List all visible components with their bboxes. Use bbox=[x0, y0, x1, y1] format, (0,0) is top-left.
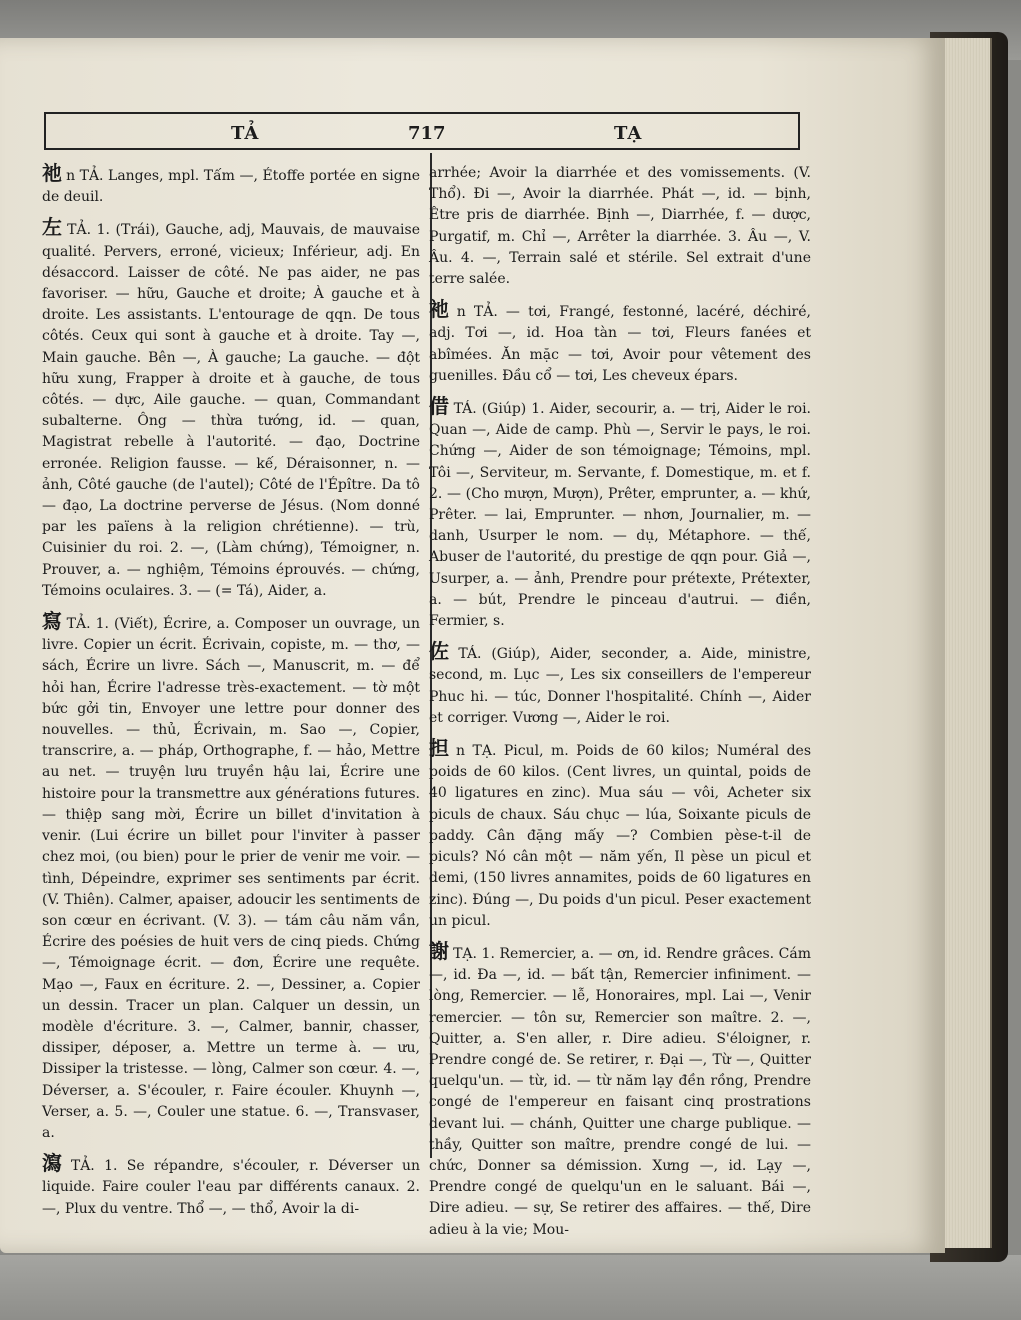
left-column bbox=[42, 163, 420, 1229]
entry bbox=[42, 611, 420, 1144]
entry-han-character: 左 bbox=[42, 215, 64, 240]
entry bbox=[429, 299, 811, 387]
entry bbox=[429, 938, 811, 1241]
entry-text: n TẠ. Picul, m. Poids de 60 kilos; Numéral des poids de 60 kilos. (Cent livres, un quintal, poids de 40 ligatures en zinc). Mua sáu — vôi, Acheter six piculs de chaux. Sáu chục — lúa, Soixante piculs de paddy. Cân đặng mấy —? Combien pèse-t-il de piculs? Nó cân một — năm yến, Il pèse un picul et demi, (150 livres annamites, poids de 60 ligatures en zinc). Đúng —, Du poids d'un picul. Peser exactement un picul. bbox=[429, 743, 811, 929]
entry bbox=[42, 163, 420, 208]
entry-text: TẢ. 1. (Trái), Gauche, adj, Mauvais, de mauvaise qualité. Pervers, erroné, vicieux; Inférieur, adj. En désaccord. Laisser de côté. Ne pas aider, ne pas favoriser. — hữu, Gauche et droite; À gauche et à droite. Les assistants. L'entourage de qqn. De tous côtés. Ceux qui sont à gauche et à droite. Tay —, Main gauche. Bên —, À gauche; La gauche. — đột hữu xung, Frapper à droite et à gauche, de tous côtés. — dực, Aile gauche. — quan, Commandant subalterne. Ông — thừa tướng, id. — quan, Magistrat rebelle à l'autorité. — đạo, Doctrine erronée. Religion fausse. — kế, Déraisonner, n. — ảnh, Côté gauche (de l'autel); Côté de l'Épître. Da tô — đạo, La doctrine perverse de Jésus. (Nom donné par les païens à la religion chrétienne). — trù, Cuisinier du roi. 2. —, (Làm chứng), Témoigner, n. Prouver, a. — nghiệm, Témoins éprouvés. — chứng, Témoins oculaires. 3. — (= Tá), Aider, a. bbox=[42, 222, 421, 599]
entry-han-character: 担 bbox=[429, 736, 453, 761]
entry bbox=[42, 217, 420, 602]
entry bbox=[42, 1153, 420, 1220]
entry bbox=[429, 396, 811, 632]
header-left-word: TẢ bbox=[231, 123, 259, 144]
page-number: 717 bbox=[408, 123, 446, 144]
entry-han-character: 祂 bbox=[42, 161, 63, 185]
page-header bbox=[44, 112, 800, 150]
entry-han-character: 佐 bbox=[429, 639, 455, 664]
entry-continuation bbox=[429, 163, 811, 290]
background-bottom bbox=[0, 1255, 1021, 1320]
entry-text: TẢ. 1. Se répandre, s'écouler, r. Déverser un liquide. Faire couler l'eau par différents canaux. 2. —, Plux du ventre. Thổ —, — thổ, Avoir la di- bbox=[42, 1158, 420, 1217]
entry-text: TẢ. 1. (Viết), Écrire, a. Composer un ouvrage, un livre. Copier un écrit. Écrivain, copiste, m. — thơ, — sách, Écrire un livre. Sách —, Manuscrit, m. — để hỏi han, Écrire l'adresse très-exactement. — tờ một bức gởi tin, Envoyer une lettre pour donner des nouvelles. — thủ, Écrivain, m. Sao —, Copier, transcrire, a. — pháp, Orthographe, f. — hảo, Mettre au net. — truyện lưu truyền hậu lai, Écrire une histoire pour la transmettre aux générations futures. — thiệp sang mời, Écrire un billet d'invitation à venir. (Lui écrire un billet pour l'inviter à passer chez moi, (ou bien) pour le prier de venir me voir. — tình, Dépeindre, exprimer ses sentiments par écrit. (V. Thiên). Calmer, apaiser, adoucir les sentiments de son cœur en écrivant. (V. 3). — tám câu năm vần, Écrire des poésies de huit vers de cinq pieds. Chứng —, Témoignage écrit. — đơn, Écrire une requête. Mạo —, Faux en écriture. 2. —, Dessiner, a. Copier un dessin. Tracer un plan. Calquer un dessin, un modèle d'écriture. 3. —, Calmer, bannir, chasser, dissiper, déposer, a. Mettre un terme à. — ưu, Dissiper la tristesse. — lòng, Calmer son cœur. 4. —, Déverser, a. S'écouler, r. Faire écouler. Khuynh —, Verser, a. 5. —, Couler une statue. 6. —, Transvaser, a. bbox=[42, 616, 420, 1141]
entry-han-character: 瀉 bbox=[42, 1151, 67, 1176]
entry-han-character: 寫 bbox=[42, 609, 63, 634]
entry-han-character: 借 bbox=[429, 394, 450, 419]
entry-text: TẠ. 1. Remercier, a. — ơn, id. Rendre grâces. Cám —, id. Đa —, id. — bất tận, Remercier infiniment. — lòng, Remercier. — lễ, Honoraires, mpl. Lai —, Venir remercier. — tôn sư, Remercier son maître. 2. —, Quitter, a. S'en aller, r. Dire adieu. S'éloigner, r. Prendre congé de. Se retirer, r. Đại —, Từ —, Quitter quelqu'un. — từ, id. — từ năm lạy đền rồng, Prendre congé de l'empereur en faisant cinq prostrations devant lui. — chánh, Quitter une charge publique. — thầy, Quitter son maître, prendre congé de lui. — chức, Donner sa démission. Xưng —, id. Lạy —, Prendre congé de quelqu'un en le saluant. Bái —, Dire adieu. — sự, Se retirer des affaires. — thế, Dire adieu à la vie; Mou- bbox=[429, 945, 811, 1238]
right-column bbox=[429, 163, 811, 1250]
entry-text: arrhée; Avoir la diarrhée et des vomissements. (V. Thổ). Đi —, Avoir la diarrhée. Phát —, id. — bịnh, Être pris de diarrhée. Bịnh —, Diarrhée, f. — dược, Purgatif, m. Chỉ —, Arrêter la diarrhée. 3. Âu —, V. Âu. 4. —, Terrain salé et stérile. Sel extrait d'une terre salée. bbox=[429, 165, 811, 288]
entry bbox=[429, 641, 811, 729]
entry-text: TÁ. (Giúp) 1. Aider, secourir, a. — trị, Aider le roi. Quan —, Aide de camp. Phù —, Servir le pays, le roi. Chứng —, Aider de son témoignage; Témoins, mpl. Tôi —, Serviteur, m. Servante, f. Domestique, m. et f. 2. — (Cho mượn, Mượn), Prêter, emprunter, a. — khứ, Prêter. — lai, Emprunter. — nhơn, Journalier, m. — danh, Usurper le nom. — dụ, Métaphore. — thế, Abuser de l'autorité, du prestige de qqn pour. Giả —, Usurper, a. — ảnh, Prendre pour prétexte, Prétexter, a. — bút, Prendre le pinceau d'autrui. — điền, Fermier, s. bbox=[429, 401, 811, 630]
entry bbox=[429, 738, 811, 932]
entry-text: n TẢ. — tơi, Frangé, festonné, lacéré, déchiré, adj. Tơi —, id. Hoa tàn — tơi, Fleurs fanées et abîmées. Ăn mặc — tơi, Avoir pour vêtement des guenilles. Đầu cổ — tơi, Les cheveux épars. bbox=[429, 304, 811, 384]
entry-text: TÁ. (Giúp), Aider, seconder, a. Aide, ministre, second, m. Lục —, Les six conseillers de l'empereur Phuc hi. — túc, Donner l'hospitalité. Chính —, Aider et corriger. Vương —, Aider le roi. bbox=[429, 646, 812, 726]
entry-text: n TẢ. Langes, mpl. Tấm —, Étoffe portée en signe de deuil. bbox=[42, 168, 420, 206]
entry-han-character: 祂 bbox=[429, 297, 453, 322]
entry-han-character: 謝 bbox=[429, 938, 450, 963]
header-right-word: TẠ bbox=[614, 123, 642, 144]
